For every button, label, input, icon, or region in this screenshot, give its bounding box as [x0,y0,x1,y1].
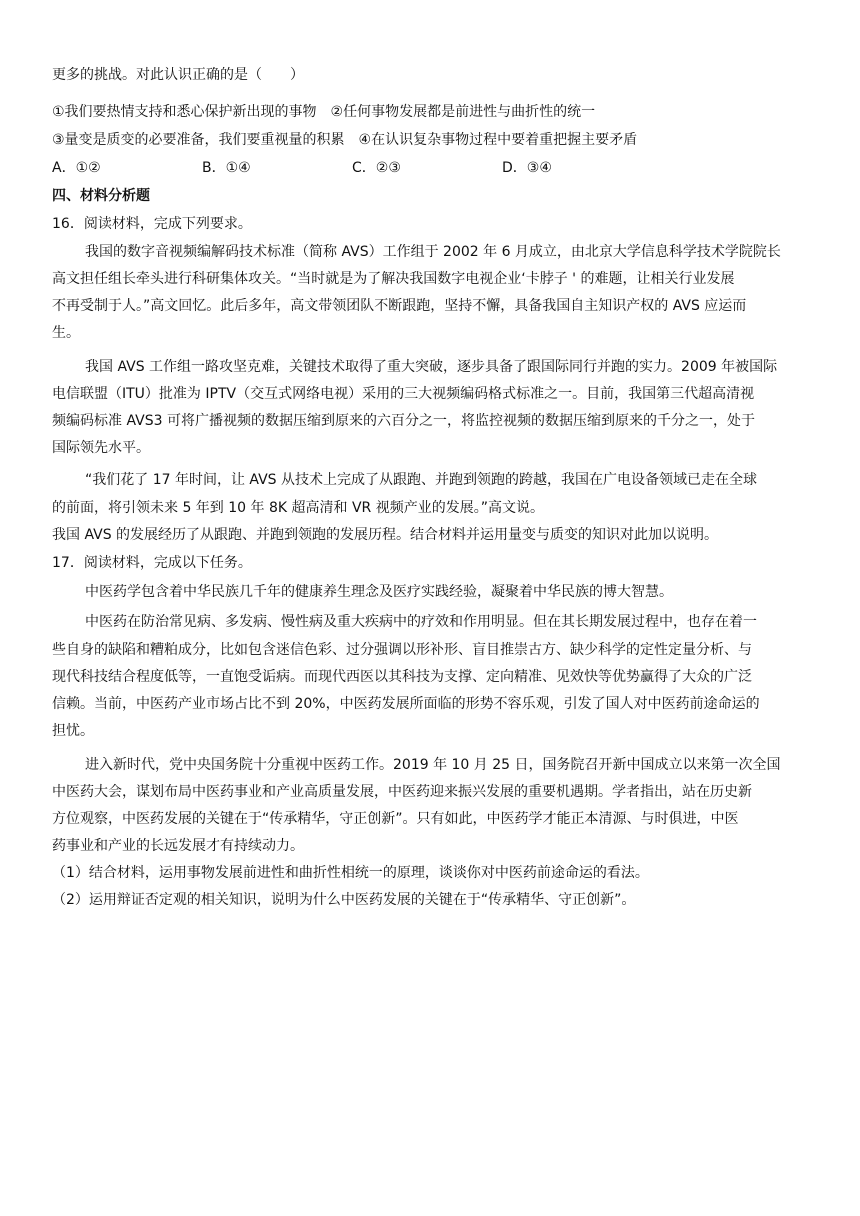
q17-task-1: （1）结合材料，运用事物发展前进性和曲折性相统一的原理，谈谈你对中医药前途命运的看法。 [52,865,649,881]
q16-para2-line: 我国 AVS 工作组一路攻坚克难，关键技术取得了重大突破，逐步具备了跟国际同行并跑的实力。2009 年被国际 [85,359,778,375]
q15-statements-line-1: ①我们要热情支持和悉心保护新出现的事物 ②任何事物发展都是前进性与曲折性的统一 [52,104,596,120]
q17-para2-line: 些自身的缺陷和糟粕成分，比如包含迷信色彩、过分强调以形补形、盲目推崇古方、缺少科学的定性定量分析、与 [52,642,752,658]
q17-para1-line: 中医药学包含着中华民族几千年的健康养生理念及医疗实践经验，凝聚着中华民族的博大智慧。 [85,584,673,600]
q15-option-c: C．②③ [352,160,401,176]
q17-para2-line: 担忧。 [52,723,94,739]
q17-para3-line: 药事业和产业的长远发展才有持续动力。 [52,838,304,854]
q16-para2-line: 国际领先水平。 [52,440,150,456]
q17-para2-line: 信赖。当前，中医药产业市场占比不到 20%，中医药发展所面临的形势不容乐观，引发了国人对中医药前途命运的 [52,696,760,712]
q16-title: 16．阅读材料，完成下列要求。 [52,216,252,232]
q17-title: 17．阅读材料，完成以下任务。 [52,555,252,571]
q17-para3-line: 中医药大会，谋划布局中医药事业和产业高质量发展，中医药迎来振兴发展的重要机遇期。学者指出，站在历史新 [52,784,752,800]
section-title: 四、材料分析题 [52,188,150,204]
q17-para2-line: 中医药在防治常见病、多发病、慢性病及重大疾病中的疗效和作用明显。但在其长期发展过程中，也存在着一 [85,614,757,630]
q16-para1-line: 我国的数字音视频编解码技术标准（简称 AVS）工作组于 2002 年 6 月成立，由北京大学信息科学技术学院院长 [85,244,781,260]
q16-para2-line: 频编码标准 AVS3 可将广播视频的数据压缩到原来的六百分之一，将监控视频的数据压缩到原来的千分之一，处于 [52,413,755,429]
q16-question: 我国 AVS 的发展经历了从跟跑、并跑到领跑的发展历程。结合材料并运用量变与质变的知识对此加以说明。 [52,527,719,543]
q16-para1-line: 生。 [52,325,80,341]
q16-para1-line: 不再受制于人。”高文回忆。此后多年，高文带领团队不断跟跑，坚持不懈，具备我国自主知识产权的 AVS 应运而 [52,298,747,314]
q15-stem-tail: 更多的挑战。对此认识正确的是（ ） [52,67,304,83]
q17-task-2: （2）运用辩证否定观的相关知识，说明为什么中医药发展的关键在于“传承精华、守正创新”。 [52,892,636,908]
q16-para3-line: “我们花了 17 年时间，让 AVS 从技术上完成了从跟跑、并跑到领跑的跨越，我国在广电设备领域已走在全球 [85,472,758,488]
q16-para2-line: 电信联盟（ITU）批准为 IPTV（交互式网络电视）采用的三大视频编码格式标准之一。目前，我国第三代超高清视 [52,386,755,402]
q15-option-b: B．①④ [202,160,251,176]
q17-para2-line: 现代科技结合程度低等，一直饱受诟病。而现代西医以其科技为支撑、定向精准、见效快等优势赢得了大众的广泛 [52,669,752,685]
q16-para3-line: 的前面，将引领未来 5 年到 10 年 8K 超高清和 VR 视频产业的发展。”高文说。 [52,500,544,516]
q15-option-a: A．①② [52,160,101,176]
q15-statements-line-2: ③量变是质变的必要准备，我们要重视量的积累 ④在认识复杂事物过程中要着重把握主要矛盾 [52,132,638,148]
q17-para3-line: 进入新时代，党中央国务院十分重视中医药工作。2019 年 10 月 25 日，国务院召开新中国成立以来第一次全国 [85,757,781,773]
q16-para1-line: 高文担任组长牵头进行科研集体攻关。“当时就是为了解决我国数字电视企业‘卡脖子 ' 的难题，让相关行业发展 [52,271,735,287]
q15-option-d: D．③④ [502,160,552,176]
q17-para3-line: 方位观察，中医药发展的关键在于“传承精华，守正创新”。只有如此，中医药学才能正本清源、与时俱进，中医 [52,811,739,827]
